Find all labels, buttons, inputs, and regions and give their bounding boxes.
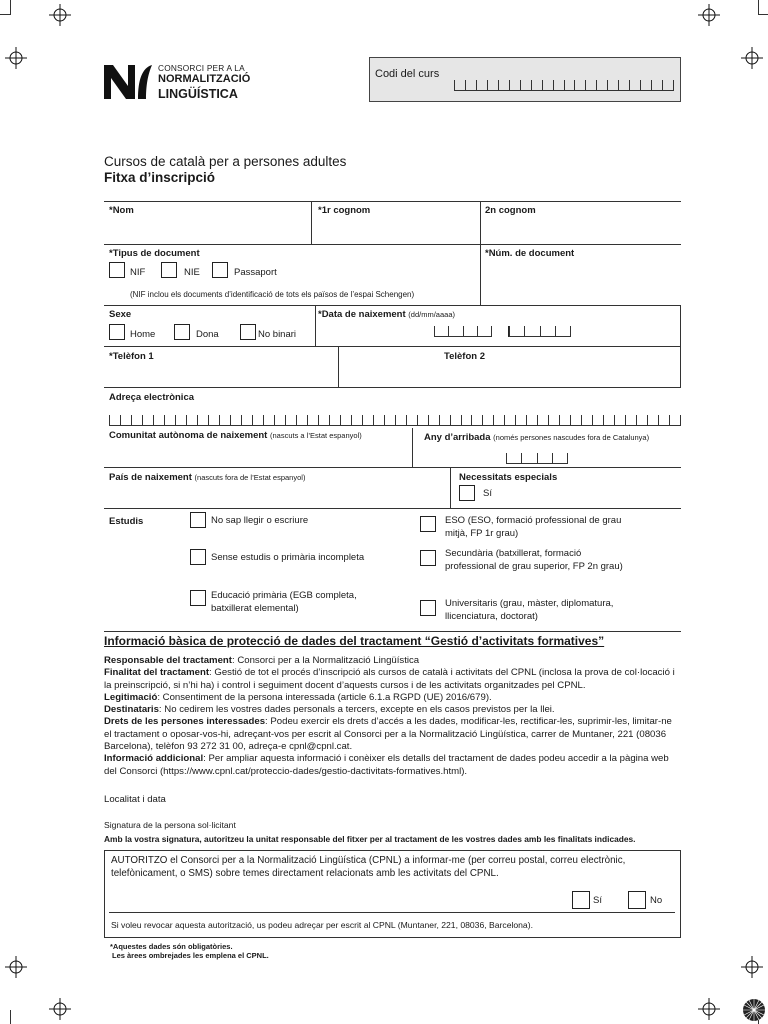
- divider: [104, 244, 681, 245]
- course-code-label: Codi del curs: [375, 68, 440, 80]
- authorization-box: [104, 850, 681, 938]
- footnote-required: *Aquestes dades són obligatòries.: [110, 942, 233, 951]
- studies-university-checkbox[interactable]: [420, 600, 436, 616]
- divider: [412, 428, 413, 467]
- privacy-item-label: Legitimació: [104, 691, 158, 703]
- country-label: [109, 472, 305, 483]
- special-needs-label: Necessitats especials: [459, 472, 558, 483]
- cognom1-field[interactable]: [316, 218, 476, 242]
- divider: [104, 387, 681, 388]
- course-code-comb[interactable]: [454, 80, 674, 91]
- nom-field[interactable]: [109, 218, 307, 242]
- community-label-text: Comunitat autònoma de naixement: [109, 430, 268, 441]
- divider: [450, 467, 451, 508]
- country-label-text: País de naixement: [109, 472, 192, 483]
- divider: [104, 346, 681, 347]
- privacy-item-text: Gestió de tot el procés d’inscripció als cursos de català i activitats del CPNL (inclosa la prova de col·locació i la preinscripció, si n’hi ha) i control i seguiment docent d’aquests cursos i de les activitats organitzades pel CPNL.: [104, 667, 675, 691]
- divider: [311, 201, 312, 244]
- logo-line2: NORMALITZACIÓ: [158, 73, 251, 85]
- place-date-label: Localitat i data: [104, 794, 166, 805]
- registration-wheel-icon: [742, 998, 766, 1022]
- crosshair-icon: [741, 956, 763, 978]
- divider: [315, 305, 316, 346]
- birth-date-day-month-comb[interactable]: [434, 326, 492, 337]
- crosshair-icon: [5, 47, 27, 69]
- email-label: Adreça electrònica: [109, 392, 195, 403]
- privacy-item-label: Responsable del tractament: [104, 655, 232, 666]
- privacy-item-text: Podeu exercir els drets d’accés a les dades, modificar-les, rectificar-les, suprimir-les, limitar-ne el tractament o oposar-vos-hi, adreçant-vos per escrit al Consorci per a la Normalització Lingüística, carrer de Muntaner, 221 (08036 Barcelona), telèfon 93 272 31 00, adreça-e cpnl@cpnl.cat.: [104, 716, 672, 753]
- divider: [680, 346, 681, 387]
- phone1-label: *Telèfon 1: [109, 351, 154, 362]
- privacy-item: Responsable del tractament: Consorci per a la Normalització Lingüística: [104, 655, 420, 666]
- privacy-info: [104, 655, 679, 778]
- cpnl-logo-mark: [104, 62, 154, 102]
- crosshair-icon: [698, 4, 720, 26]
- privacy-item-label: Drets de les persones interessades: [104, 716, 266, 728]
- course-code-box[interactable]: [369, 57, 681, 102]
- studies-eso-option: ESO (ESO, formació professional de grau mitjà, FP 1r grau): [445, 515, 622, 539]
- male-option: Home: [130, 329, 156, 340]
- nie-checkbox[interactable]: [161, 262, 177, 278]
- consent-note: Amb la vostra signatura, autoritzeu la unitat responsable del fitxer per al tractament de les vostres dades amb les finalitats indicades.: [104, 834, 636, 844]
- non-binary-option: No binari: [258, 329, 297, 340]
- cpnl-logo: [104, 62, 154, 102]
- cognom1-label: *1r cognom: [318, 205, 371, 216]
- studies-university-option: Universitaris (grau, màster, diplomatura, llicenciatura, doctorat): [445, 598, 614, 622]
- document-type-label: *Tipus de document: [109, 248, 200, 259]
- community-note: (nascuts a l’Estat espanyol): [270, 431, 362, 440]
- phone1-field[interactable]: [109, 364, 334, 384]
- privacy-item-text: No cedirem les vostres dades personals a tercers, excepte en els casos previstos per la llei.: [164, 704, 555, 716]
- crop-mark: [0, 1010, 11, 1024]
- female-checkbox[interactable]: [174, 324, 190, 340]
- passport-option: Passaport: [234, 267, 277, 278]
- divider: [480, 201, 481, 244]
- form-title: Fitxa d’inscripció: [104, 170, 216, 185]
- document-number-field[interactable]: [485, 262, 677, 302]
- privacy-item-label: Finalitat del tractament: [104, 667, 210, 679]
- privacy-item-text: Per ampliar aquesta informació i conèixer els detalls del tractament de dades podeu accedir a la pàgina web del Consorci (https://www.cpnl.cat/proteccio-dades/gestio-dactivitats-formatives.html).: [104, 753, 669, 777]
- studies-none-option: No sap llegir o escriure: [211, 515, 309, 526]
- nif-checkbox[interactable]: [109, 262, 125, 278]
- studies-incomplete-checkbox[interactable]: [190, 549, 206, 565]
- divider: [338, 346, 339, 387]
- privacy-item: Legitimació: Consentiment de la persona interessada (article 6.1.a RGPD (UE) 2016/679).: [104, 691, 492, 703]
- studies-primary-checkbox[interactable]: [190, 590, 206, 606]
- authorization-yes-checkbox[interactable]: [572, 891, 590, 909]
- privacy-item-text: Consorci per a la Normalització Lingüística: [237, 655, 420, 666]
- authorization-no-checkbox[interactable]: [628, 891, 646, 909]
- divider: [104, 305, 681, 306]
- privacy-item: Drets de les persones interessades: Podeu exercir els drets d’accés a les dades, modificar-les, rectificar-les, suprimir-les, limitar-ne el tractament o oposar-vos-hi, adreçant-vos per escrit al Consorci per a la Normalització Lingüística, carrer de Muntaner, 221 (08036 Barcelona), telèfon 93 272 31 00, adreça-e cpnl@cpnl.cat.: [104, 716, 672, 753]
- crosshair-icon: [49, 4, 71, 26]
- privacy-item: Finalitat del tractament: Gestió de tot el procés d’inscripció als cursos de català i activitats del CPNL (inclosa la prova de col·locació i la preinscripció, si n’hi ha) i control i seguiment docent d’aquests cursos i de les activitats organitzades pel CPNL.: [104, 667, 675, 691]
- birth-date-year-comb[interactable]: [508, 326, 571, 337]
- footnote-shaded: Les àrees ombrejades les emplena el CPNL.: [112, 951, 269, 960]
- authorization-yes-label: Sí: [593, 895, 602, 906]
- divider: [680, 305, 681, 346]
- divider: [104, 508, 681, 509]
- studies-secondary-option: Secundària (batxillerat, formació professional de grau superior, FP 2n grau): [445, 548, 623, 572]
- nif-option: NIF: [130, 267, 146, 278]
- document-number-label: *Núm. de document: [485, 248, 575, 259]
- privacy-item-label: Destinataris: [104, 704, 159, 716]
- privacy-item-label: Informació addicional: [104, 753, 204, 765]
- crop-mark: [758, 0, 768, 15]
- divider: [104, 467, 681, 468]
- crosshair-icon: [698, 998, 720, 1020]
- crop-mark: [0, 0, 11, 15]
- nom-label: *Nom: [109, 205, 134, 216]
- birth-date-format: (dd/mm/aaaa): [408, 310, 455, 319]
- arrival-year-label-text: Any d’arribada: [424, 432, 491, 443]
- nie-option: NIE: [184, 267, 200, 278]
- form-subtitle: Cursos de català per a persones adultes: [104, 154, 347, 169]
- arrival-year-label: [424, 432, 649, 443]
- cognom2-field[interactable]: [485, 218, 677, 242]
- divider: [480, 244, 481, 305]
- female-option: Dona: [196, 329, 219, 340]
- non-binary-checkbox[interactable]: [240, 324, 256, 340]
- community-field[interactable]: [109, 444, 407, 464]
- special-needs-option: Sí: [483, 488, 492, 499]
- arrival-year-note: (només persones nascudes fora de Catalunya): [493, 433, 650, 442]
- country-field[interactable]: [109, 486, 445, 506]
- community-label: [109, 430, 362, 441]
- studies-primary-option: Educació primària (EGB completa, batxillerat elemental): [211, 590, 357, 614]
- privacy-item: Informació addicional: Per ampliar aquesta informació i conèixer els detalls del tractament de dades podeu accedir a la pàgina web del Consorci (https://www.cpnl.cat/proteccio-dades/gestio-dactivitats-formatives.html).: [104, 753, 669, 777]
- divider: [104, 631, 681, 632]
- email-comb[interactable]: [109, 415, 681, 426]
- crosshair-icon: [5, 956, 27, 978]
- arrival-year-comb[interactable]: [506, 453, 568, 464]
- privacy-item: Destinataris: No cedirem les vostres dades personals a tercers, excepte en els casos previstos per la llei.: [104, 704, 555, 716]
- passport-checkbox[interactable]: [212, 262, 228, 278]
- studies-none-checkbox[interactable]: [190, 512, 206, 528]
- special-needs-checkbox[interactable]: [459, 485, 475, 501]
- cognom2-label: 2n cognom: [485, 205, 536, 216]
- divider: [109, 912, 675, 913]
- authorization-no-label: No: [650, 895, 663, 906]
- logo-line3: LINGÜÍSTICA: [158, 87, 238, 101]
- studies-label: Estudis: [109, 516, 144, 527]
- birth-date-label-text: *Data de naixement: [318, 309, 406, 320]
- studies-incomplete-option: Sense estudis o primària incompleta: [211, 552, 365, 563]
- sex-label: Sexe: [109, 309, 132, 320]
- document-note: (NIF inclou els documents d’identificació de tots els països de l’espai Schengen): [130, 290, 415, 299]
- privacy-heading: Informació bàsica de protecció de dades del tractament “Gestió d’activitats formatives”: [104, 634, 605, 648]
- studies-eso-checkbox[interactable]: [420, 516, 436, 532]
- country-note: (nascuts fora de l’Estat espanyol): [194, 473, 306, 482]
- phone2-field[interactable]: [343, 364, 676, 384]
- crosshair-icon: [741, 47, 763, 69]
- signature-label: Signatura de la persona sol·licitant: [104, 820, 236, 830]
- divider: [104, 201, 681, 202]
- male-checkbox[interactable]: [109, 324, 125, 340]
- crosshair-icon: [49, 998, 71, 1020]
- phone2-label: Telèfon 2: [444, 351, 485, 362]
- logo-line1: CONSORCI PER A LA: [158, 63, 245, 73]
- privacy-item-text: Consentiment de la persona interessada (article 6.1.a RGPD (UE) 2016/679).: [162, 691, 492, 703]
- authorization-text: AUTORITZO el Consorci per a la Normalització Lingüística (CPNL) a informar-me (per correu postal, correu electrònic, telefònicament, o SMS) sobre temes directament relacionats amb les activitats del CPNL.: [111, 855, 626, 879]
- birth-date-label: [318, 309, 455, 320]
- studies-secondary-checkbox[interactable]: [420, 550, 436, 566]
- revoke-text: Si voleu revocar aquesta autorització, us podeu adreçar per escrit al CPNL (Muntaner, 221, 08036, Barcelona).: [111, 920, 533, 930]
